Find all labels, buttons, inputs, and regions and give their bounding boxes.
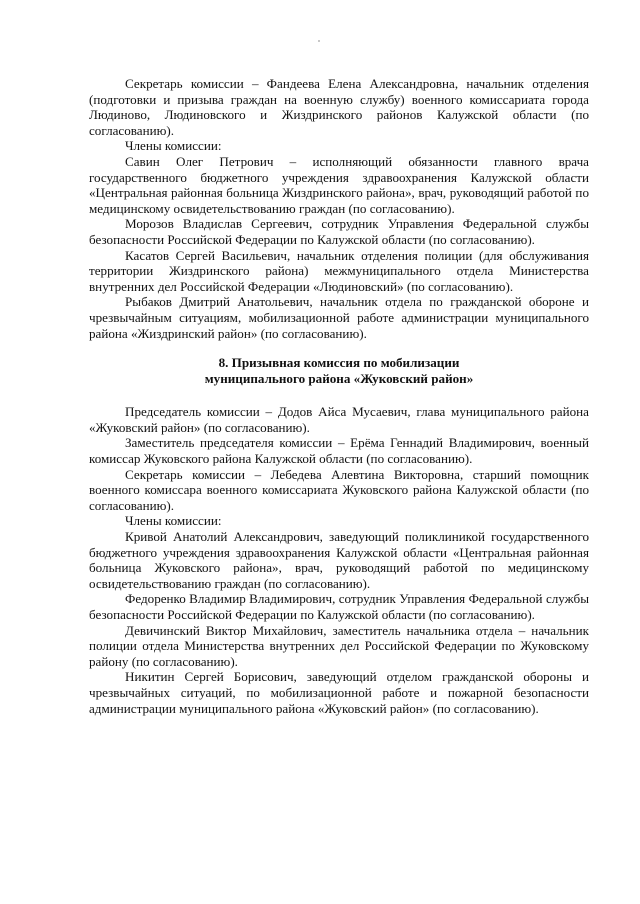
- section-heading-line2: муниципального района «Жуковский район»: [204, 370, 474, 386]
- member-paragraph: Касатов Сергей Васильевич, начальник отделения полиции (для обслуживания территории Жиздринского района) межмуниципального отдела Министерства внутренних дел Российской Федерации «Людиновский» (по согласованию).: [89, 247, 589, 294]
- member-paragraph: Морозов Владислав Сергеевич, сотрудник Управления Федеральной службы безопасности Российской Федерации по Калужской области (по согласованию).: [89, 216, 589, 247]
- secretary-paragraph: Секретарь комиссии – Лебедева Алевтина Викторовна, старший помощник военного комиссара военного комиссариата Жуковского района Калужской области (по согласованию).: [89, 466, 589, 513]
- section-heading-line1: 8. Призывная комиссия по мобилизации: [218, 355, 460, 371]
- scan-speck: [318, 40, 320, 42]
- member-paragraph: Никитин Сергей Борисович, заведующий отделом гражданской обороны и чрезвычайных ситуаций, по мобилизационной работе и пожарной безопасности администрации муниципального района «Жуковский район» (по согласованию).: [89, 669, 589, 716]
- section-heading: [89, 355, 589, 386]
- member-paragraph: Савин Олег Петрович – исполняющий обязанности главного врача государственного бюджетного учреждения здравоохранения Калужской области «Центральная районная больница Жиздринского района», врач, руководящий работой по медицинскому освидетельствованию граждан (по согласованию).: [89, 153, 589, 216]
- member-paragraph: Кривой Анатолий Александрович, заведующий поликлиникой государственного бюджетного учреждения здравоохранения Калужской области «Центральная районная больница Жуковского района», врач, руководящий работой по медицинскому освидетельствованию граждан (по согласованию).: [89, 529, 589, 591]
- deputy-chairman-paragraph: Заместитель председателя комиссии – Ерёма Геннадий Владимирович, военный комиссар Жуковского района Калужской области (по согласованию).: [89, 435, 589, 467]
- document-page: [89, 76, 589, 716]
- chairman-paragraph: Председатель комиссии – Додов Айса Мусаевич, глава муниципального района «Жуковский район» (по согласованию).: [89, 404, 589, 435]
- member-paragraph: Федоренко Владимир Владимирович, сотрудник Управления Федеральной службы безопасности Российской Федерации по Калужской области (по согласованию).: [89, 591, 589, 622]
- members-label: Члены комиссии:: [125, 138, 222, 154]
- member-paragraph: Рыбаков Дмитрий Анатольевич, начальник отдела по гражданской обороне и чрезвычайным ситуациям, мобилизационной работе администрации муниципального района «Жиздринский район» (по согласованию).: [89, 294, 589, 341]
- member-paragraph: Девичинский Виктор Михайлович, заместитель начальника отдела – начальник полиции отдела Министерства внутренних дел Российской Федерации по Жуковскому району (по согласованию).: [89, 622, 589, 669]
- members-label: Члены комиссии:: [125, 513, 222, 529]
- secretary-paragraph: Секретарь комиссии – Фандеева Елена Александровна, начальник отделения (подготовки и призыва граждан на военную службу) военного комиссариата города Людиново, Людиновского и Жиздринского районов Калужской области (по согласованию).: [89, 76, 589, 138]
